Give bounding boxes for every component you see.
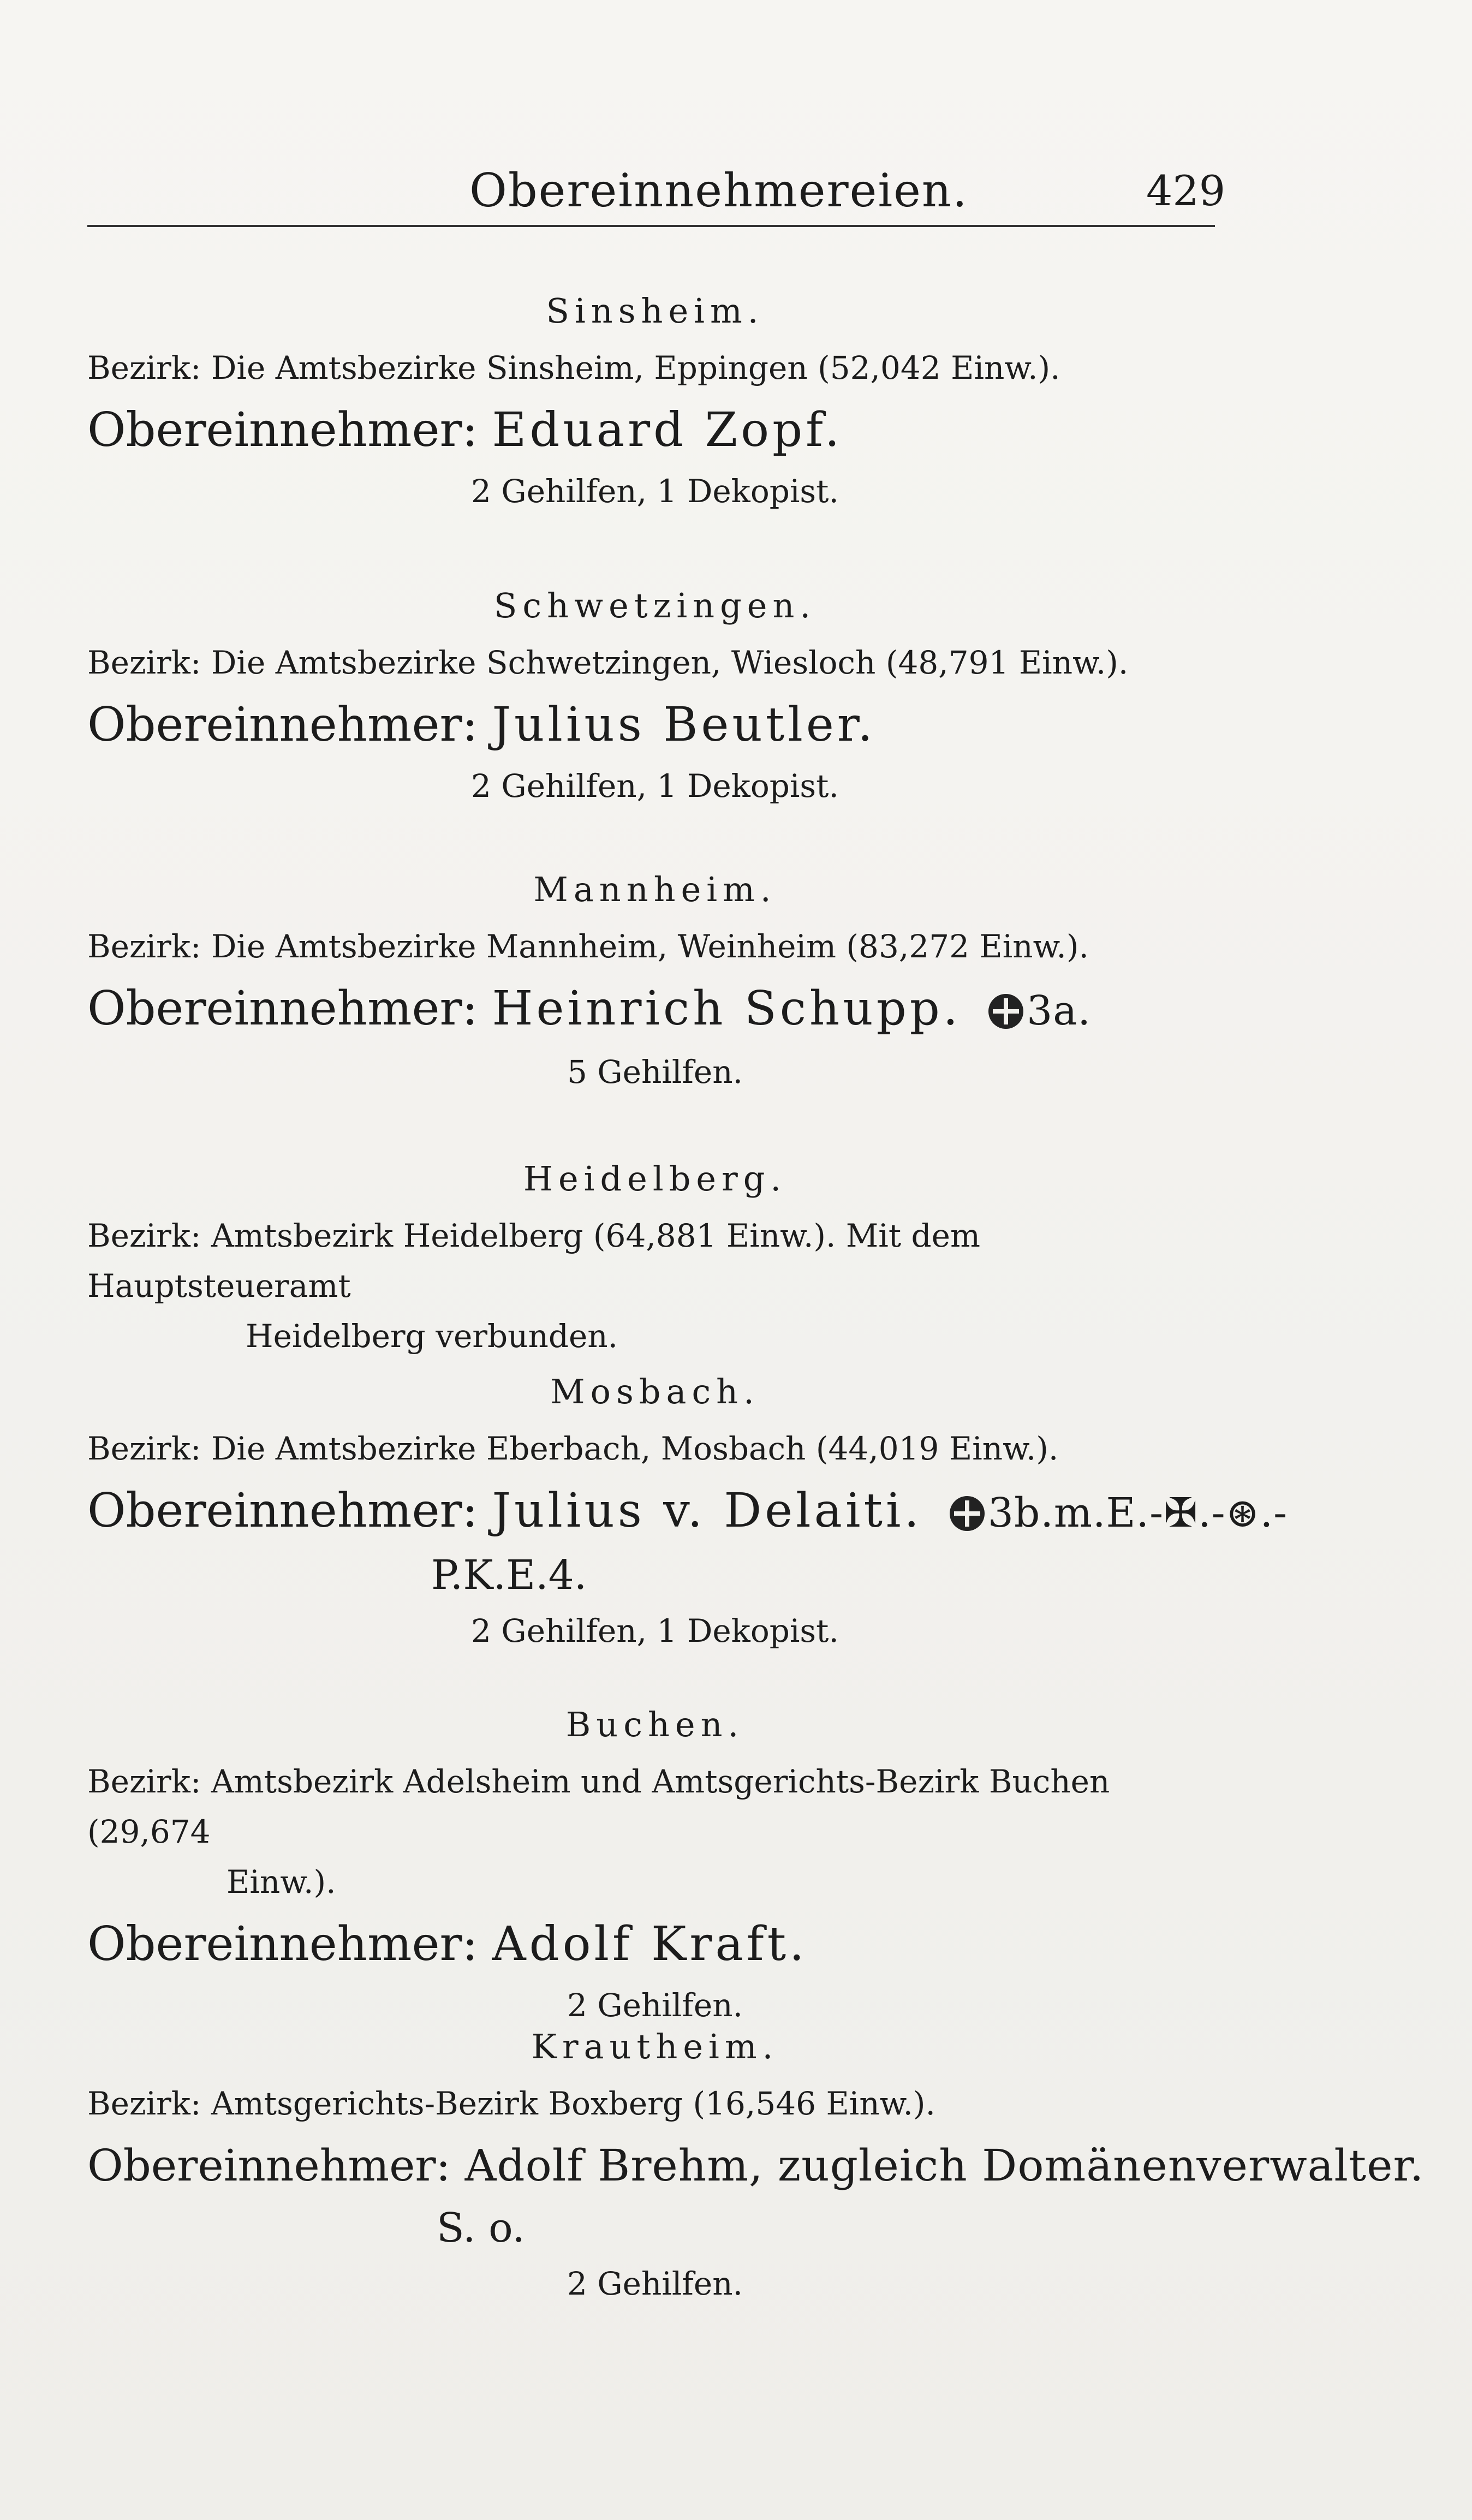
section-title: Buchen. <box>565 1705 744 1744</box>
obereinnehmer-label: Obereinnehmer: <box>87 403 478 457</box>
obereinnehmer-label: Obereinnehmer: <box>87 1484 478 1538</box>
section-krautheim <box>87 2019 1425 2309</box>
obereinnehmer-line <box>87 2132 1425 2200</box>
order-cross-icon <box>988 994 1023 1029</box>
order-text: 3a. <box>1027 987 1091 1034</box>
staff-text: 5 Gehilfen. <box>567 1053 743 1091</box>
section-schwetzingen <box>87 579 1223 811</box>
section-title: Sinsheim. <box>546 291 764 331</box>
obereinnehmer-label: Obereinnehmer: <box>87 981 478 1036</box>
obereinnehmer-continuation: P.K.E.4. <box>431 1552 587 1599</box>
bezirk-line-1: Bezirk: Amtsbezirk Heidelberg (64,881 Einw.). Mit dem Hauptsteueramt <box>87 1217 981 1304</box>
obereinnehmer-name: Eduard Zopf. <box>492 403 843 457</box>
obereinnehmer-name: Julius Beutler. <box>492 698 876 752</box>
section-title: Heidelberg. <box>523 1159 787 1199</box>
order-cross-icon <box>950 1496 985 1531</box>
obereinnehmer-label: Obereinnehmer: <box>87 698 478 752</box>
obereinnehmer-label: Obereinnehmer: <box>87 1917 478 1971</box>
bezirk-text <box>87 1756 1223 1907</box>
obereinnehmer-name: Adolf Brehm, zugleich Domänenverwalter. <box>464 2140 1425 2191</box>
section-mosbach <box>87 1365 1288 1656</box>
staff-text: 2 Gehilfen. <box>567 2265 743 2302</box>
bezirk-text: Bezirk: Die Amtsbezirke Eberbach, Mosbach (44,019 Einw.). <box>87 1430 1059 1467</box>
section-title: Krautheim. <box>531 2027 779 2066</box>
section-heidelberg <box>87 1152 1223 1361</box>
staff-text: 2 Gehilfen, 1 Dekopist. <box>471 767 839 805</box>
staff-text: 2 Gehilfen, 1 Dekopist. <box>471 1612 839 1649</box>
section-title: Schwetzingen. <box>493 586 817 625</box>
section-title: Mosbach. <box>550 1372 760 1411</box>
obereinnehmer-line <box>87 396 1223 464</box>
order-decoration <box>950 1490 1288 1536</box>
running-header-title: Obereinnehmereien. <box>469 164 968 217</box>
bezirk-text <box>87 1211 1223 1361</box>
obereinnehmer-line <box>87 1910 1223 1978</box>
bezirk-text: Bezirk: Die Amtsbezirke Sinsheim, Eppingen (52,042 Einw.). <box>87 349 1060 386</box>
staff-text: 2 Gehilfen. <box>567 1987 743 2024</box>
obereinnehmer-label: Obereinnehmer: <box>87 2140 451 2191</box>
staff-text: 2 Gehilfen, 1 Dekopist. <box>471 473 839 510</box>
page-number: 429 <box>1146 166 1226 215</box>
order-decoration <box>988 987 1091 1034</box>
bezirk-line-2: Heidelberg verbunden. <box>246 1318 618 1355</box>
obereinnehmer-continuation: S. o. <box>437 2205 525 2251</box>
bezirk-text: Bezirk: Die Amtsbezirke Schwetzingen, Wiesloch (48,791 Einw.). <box>87 644 1129 681</box>
obereinnehmer-name: Heinrich Schupp. <box>492 981 962 1036</box>
bezirk-line-2: Einw.). <box>227 1863 336 1901</box>
obereinnehmer-name: Adolf Kraft. <box>492 1917 808 1971</box>
obereinnehmer-line <box>87 975 1223 1045</box>
bezirk-text: Bezirk: Die Amtsbezirke Mannheim, Weinheim (83,272 Einw.). <box>87 928 1089 965</box>
obereinnehmer-name: Julius v. Delaiti. <box>492 1484 922 1538</box>
obereinnehmer-line <box>87 1477 1288 1547</box>
header-rule <box>87 225 1215 227</box>
section-buchen <box>87 1697 1223 2030</box>
bezirk-text: Bezirk: Amtsgerichts-Bezirk Boxberg (16,546 Einw.). <box>87 2085 935 2122</box>
obereinnehmer-line <box>87 691 1223 759</box>
order-text: 3b.m.E.-✠.-⊛.- <box>987 1490 1288 1536</box>
section-title: Mannheim. <box>533 869 777 909</box>
section-mannheim <box>87 862 1223 1097</box>
section-sinsheim <box>87 284 1223 516</box>
bezirk-line-1: Bezirk: Amtsbezirk Adelsheim und Amtsgerichts-Bezirk Buchen (29,674 <box>87 1763 1110 1850</box>
